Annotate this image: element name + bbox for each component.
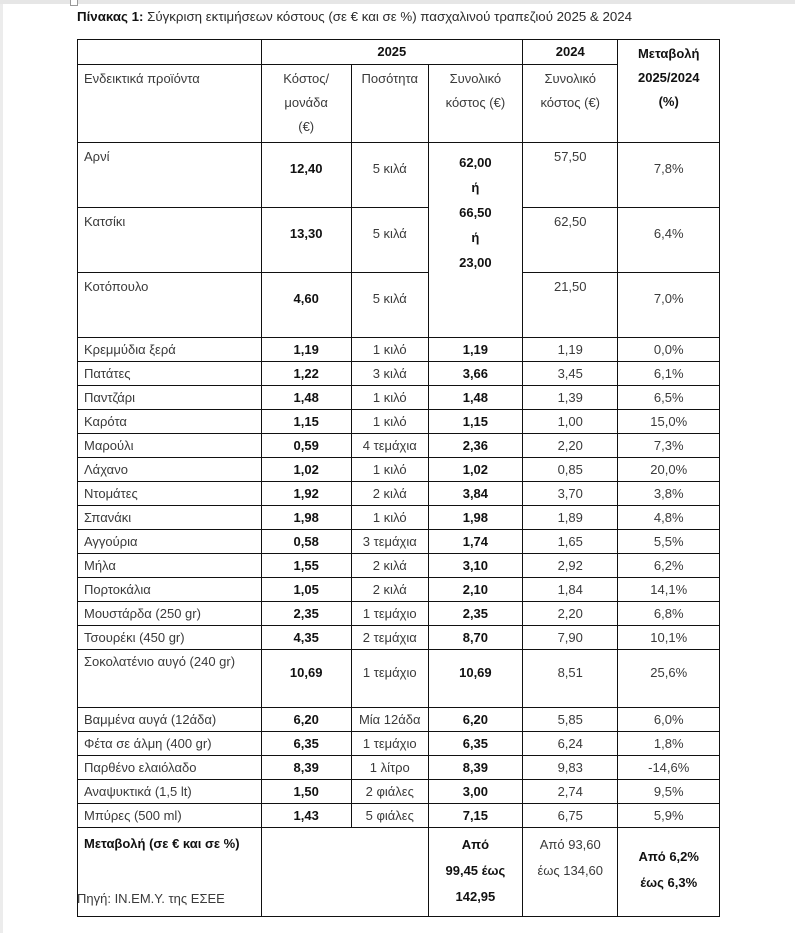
- meat-total-or: ή: [471, 180, 480, 195]
- product-name: Φέτα σε άλμη (400 gr): [78, 732, 262, 756]
- total-range-total-2025-line: 142,95: [455, 889, 496, 904]
- product-name: Αρνί: [78, 143, 262, 208]
- unit-cost: 1,55: [261, 554, 351, 578]
- caption-label: Πίνακας 1:: [77, 9, 144, 24]
- text-boundary-marker: [70, 0, 78, 6]
- product-name: Βαμμένα αυγά (12άδα): [78, 708, 262, 732]
- change-percent: 5,5%: [618, 530, 720, 554]
- table-row: [78, 732, 720, 756]
- unit-cost: 1,02: [261, 458, 351, 482]
- unit-cost: 13,30: [261, 208, 351, 273]
- total-2025: 1,02: [428, 458, 522, 482]
- total-2024: 1,65: [523, 530, 618, 554]
- header-total-2025: [428, 65, 522, 143]
- product-name: Κοτόπουλο: [78, 273, 262, 338]
- total-2025: 6,35: [428, 732, 522, 756]
- product-name: Καρότα: [78, 410, 262, 434]
- product-name: Κατσίκι: [78, 208, 262, 273]
- change-percent: 1,8%: [618, 732, 720, 756]
- product-name: Παντζάρι: [78, 386, 262, 410]
- unit-cost: 8,39: [261, 756, 351, 780]
- table-row-meat: [78, 208, 720, 273]
- total-range-total-2024: [523, 828, 618, 917]
- total-2025: 8,70: [428, 626, 522, 650]
- unit-cost: 0,58: [261, 530, 351, 554]
- quantity: 2 φιάλες: [351, 780, 428, 804]
- total-2024: 5,85: [523, 708, 618, 732]
- total-2025: 3,66: [428, 362, 522, 386]
- change-percent: 10,1%: [618, 626, 720, 650]
- quantity: 3 κιλά: [351, 362, 428, 386]
- quantity: 1 τεμάχιο: [351, 602, 428, 626]
- quantity: 5 κιλά: [351, 143, 428, 208]
- table-row: [78, 626, 720, 650]
- table-row: [78, 756, 720, 780]
- product-name: Μουστάρδα (250 gr): [78, 602, 262, 626]
- change-percent: 7,8%: [618, 143, 720, 208]
- cost-comparison-table: [77, 39, 720, 917]
- total-2025: 6,20: [428, 708, 522, 732]
- total-range-change: [618, 828, 720, 917]
- unit-cost: 1,15: [261, 410, 351, 434]
- total-2024: 2,92: [523, 554, 618, 578]
- total-2025: 3,84: [428, 482, 522, 506]
- total-2025: 3,10: [428, 554, 522, 578]
- quantity: 2 κιλά: [351, 578, 428, 602]
- table-caption: [77, 9, 632, 24]
- total-range-change-line: έως 6,3%: [640, 875, 698, 890]
- header-total-2025-line1: Συνολικό: [449, 71, 502, 86]
- table-row: [78, 602, 720, 626]
- meat-total-or: ή: [471, 230, 480, 245]
- header-product: Ενδεικτικά προϊόντα: [78, 65, 262, 143]
- total-2025: 1,48: [428, 386, 522, 410]
- header-total-2024-line2: κόστος (€): [540, 95, 601, 110]
- product-name: Λάχανο: [78, 458, 262, 482]
- total-2024: 1,19: [523, 338, 618, 362]
- total-2024: 62,50: [523, 208, 618, 273]
- total-range-total-2024-line: έως 134,60: [537, 863, 604, 878]
- caption-text: Σύγκριση εκτιμήσεων κόστους (σε € και σε %) πασχαλινού τραπεζιού 2025 & 2024: [143, 9, 633, 24]
- quantity: 2 κιλά: [351, 482, 428, 506]
- header-2024: 2024: [523, 40, 618, 65]
- change-percent: 6,0%: [618, 708, 720, 732]
- table-row: [78, 554, 720, 578]
- header-unit-cost-line1: Κόστος/: [283, 71, 330, 86]
- unit-cost: 12,40: [261, 143, 351, 208]
- total-2025: 1,19: [428, 338, 522, 362]
- quantity: Μία 12άδα: [351, 708, 428, 732]
- total-2024: 3,70: [523, 482, 618, 506]
- total-2024: 1,39: [523, 386, 618, 410]
- unit-cost: 4,35: [261, 626, 351, 650]
- table-row: [78, 410, 720, 434]
- header-2025: 2025: [261, 40, 523, 65]
- header-row-years: [78, 40, 720, 65]
- total-2025: 1,15: [428, 410, 522, 434]
- product-name: Μαρούλι: [78, 434, 262, 458]
- total-2025: 7,15: [428, 804, 522, 828]
- product-name: Μήλα: [78, 554, 262, 578]
- table-row: [78, 482, 720, 506]
- product-name: Παρθένο ελαιόλαδο: [78, 756, 262, 780]
- product-name: Ντομάτες: [78, 482, 262, 506]
- product-name: Σοκολατένιο αυγό (240 gr): [78, 650, 262, 708]
- total-range-total-2025-line: 99,45 έως: [445, 863, 506, 878]
- total-2024: 6,75: [523, 804, 618, 828]
- unit-cost: 10,69: [261, 650, 351, 708]
- quantity: 1 κιλό: [351, 506, 428, 530]
- quantity: 1 λίτρο: [351, 756, 428, 780]
- product-name: Κρεμμύδια ξερά: [78, 338, 262, 362]
- total-2024: 9,83: [523, 756, 618, 780]
- change-percent: 0,0%: [618, 338, 720, 362]
- change-percent: 6,8%: [618, 602, 720, 626]
- product-name: Αναψυκτικά (1,5 lt): [78, 780, 262, 804]
- header-change-line2: 2025/2024: [637, 70, 700, 85]
- total-2024: 1,00: [523, 410, 618, 434]
- quantity: 5 κιλά: [351, 273, 428, 338]
- change-percent: 6,2%: [618, 554, 720, 578]
- change-percent: 7,3%: [618, 434, 720, 458]
- unit-cost: 1,05: [261, 578, 351, 602]
- page-top-edge: [0, 0, 795, 4]
- header-unit-cost-line2: μονάδα: [284, 95, 328, 110]
- quantity: 1 κιλό: [351, 338, 428, 362]
- table-row-meat: [78, 143, 720, 208]
- total-2024: 1,89: [523, 506, 618, 530]
- unit-cost: 1,98: [261, 506, 351, 530]
- total-2025: 1,98: [428, 506, 522, 530]
- source-note: Πηγή: ΙΝ.ΕΜ.Υ. της ΕΣΕΕ: [77, 891, 225, 906]
- change-percent: 4,8%: [618, 506, 720, 530]
- quantity: 1 κιλό: [351, 386, 428, 410]
- unit-cost: 6,35: [261, 732, 351, 756]
- quantity: 1 κιλό: [351, 410, 428, 434]
- total-label: Μεταβολή (σε € και σε %): [78, 828, 262, 917]
- table-row: [78, 506, 720, 530]
- table-row: [78, 386, 720, 410]
- unit-cost: 1,22: [261, 362, 351, 386]
- quantity: 5 φιάλες: [351, 804, 428, 828]
- change-percent: 15,0%: [618, 410, 720, 434]
- header-quantity: Ποσότητα: [351, 65, 428, 143]
- header-unit-cost-line3: (€): [298, 119, 315, 134]
- total-range-change-line: Από 6,2%: [638, 849, 699, 864]
- table-row: [78, 434, 720, 458]
- change-percent: 5,9%: [618, 804, 720, 828]
- total-2024: 2,20: [523, 602, 618, 626]
- meat-total-option-goat: 66,50: [459, 205, 492, 220]
- change-percent: 14,1%: [618, 578, 720, 602]
- total-2024: 6,24: [523, 732, 618, 756]
- change-percent: 3,8%: [618, 482, 720, 506]
- quantity: 2 τεμάχια: [351, 626, 428, 650]
- total-2024: 57,50: [523, 143, 618, 208]
- total-range-total-2025-line: Από: [461, 837, 490, 852]
- total-2024: 7,90: [523, 626, 618, 650]
- change-percent: 25,6%: [618, 650, 720, 708]
- quantity: 3 τεμάχια: [351, 530, 428, 554]
- total-2024: 8,51: [523, 650, 618, 708]
- quantity: 2 κιλά: [351, 554, 428, 578]
- change-percent: 6,4%: [618, 208, 720, 273]
- quantity: 1 τεμάχιο: [351, 650, 428, 708]
- unit-cost: 1,92: [261, 482, 351, 506]
- total-2025: 10,69: [428, 650, 522, 708]
- total-range-total-2024-line: Από 93,60: [539, 837, 601, 852]
- meat-total-2025-merged: [428, 143, 522, 338]
- unit-cost: 1,48: [261, 386, 351, 410]
- total-2024: 21,50: [523, 273, 618, 338]
- total-2024: 2,74: [523, 780, 618, 804]
- total-2025: 8,39: [428, 756, 522, 780]
- change-percent: 6,1%: [618, 362, 720, 386]
- change-percent: 9,5%: [618, 780, 720, 804]
- product-name: Πορτοκάλια: [78, 578, 262, 602]
- unit-cost: 0,59: [261, 434, 351, 458]
- table-row: [78, 650, 720, 708]
- total-empty-cell: [261, 828, 428, 917]
- product-name: Πατάτες: [78, 362, 262, 386]
- quantity: 1 τεμάχιο: [351, 732, 428, 756]
- table-row: [78, 780, 720, 804]
- table-row: [78, 362, 720, 386]
- total-2024: 2,20: [523, 434, 618, 458]
- product-name: Αγγούρια: [78, 530, 262, 554]
- unit-cost: 6,20: [261, 708, 351, 732]
- table-row: [78, 530, 720, 554]
- total-2025: 2,36: [428, 434, 522, 458]
- total-2024: 0,85: [523, 458, 618, 482]
- header-change: [618, 40, 720, 143]
- quantity: 4 τεμάχια: [351, 434, 428, 458]
- header-change-line3: (%): [658, 94, 679, 109]
- product-name: Σπανάκι: [78, 506, 262, 530]
- unit-cost: 1,50: [261, 780, 351, 804]
- total-2025: 1,74: [428, 530, 522, 554]
- unit-cost: 4,60: [261, 273, 351, 338]
- header-empty-cell: [78, 40, 262, 65]
- product-name: Μπύρες (500 ml): [78, 804, 262, 828]
- header-change-line1: Μεταβολή: [637, 46, 700, 61]
- change-percent: 7,0%: [618, 273, 720, 338]
- quantity: 1 κιλό: [351, 458, 428, 482]
- table-row: [78, 708, 720, 732]
- header-unit-cost: [261, 65, 351, 143]
- document-margin: [0, 0, 3, 933]
- table-row: [78, 458, 720, 482]
- meat-total-option-lamb: 62,00: [459, 155, 492, 170]
- total-2025: 2,10: [428, 578, 522, 602]
- total-2024: 1,84: [523, 578, 618, 602]
- total-2024: 3,45: [523, 362, 618, 386]
- header-total-2025-line2: κόστος (€): [445, 95, 506, 110]
- table-row: [78, 338, 720, 362]
- unit-cost: 2,35: [261, 602, 351, 626]
- product-name: Τσουρέκι (450 gr): [78, 626, 262, 650]
- unit-cost: 1,19: [261, 338, 351, 362]
- quantity: 5 κιλά: [351, 208, 428, 273]
- header-total-2024-line1: Συνολικό: [544, 71, 597, 86]
- table-row: [78, 578, 720, 602]
- total-2025: 2,35: [428, 602, 522, 626]
- header-total-2024: [523, 65, 618, 143]
- total-range-total-2025: [428, 828, 522, 917]
- change-percent: -14,6%: [618, 756, 720, 780]
- table-row-meat: [78, 273, 720, 338]
- change-percent: 20,0%: [618, 458, 720, 482]
- total-2025: 3,00: [428, 780, 522, 804]
- unit-cost: 1,43: [261, 804, 351, 828]
- change-percent: 6,5%: [618, 386, 720, 410]
- meat-total-option-chicken: 23,00: [459, 255, 492, 270]
- table-row: [78, 804, 720, 828]
